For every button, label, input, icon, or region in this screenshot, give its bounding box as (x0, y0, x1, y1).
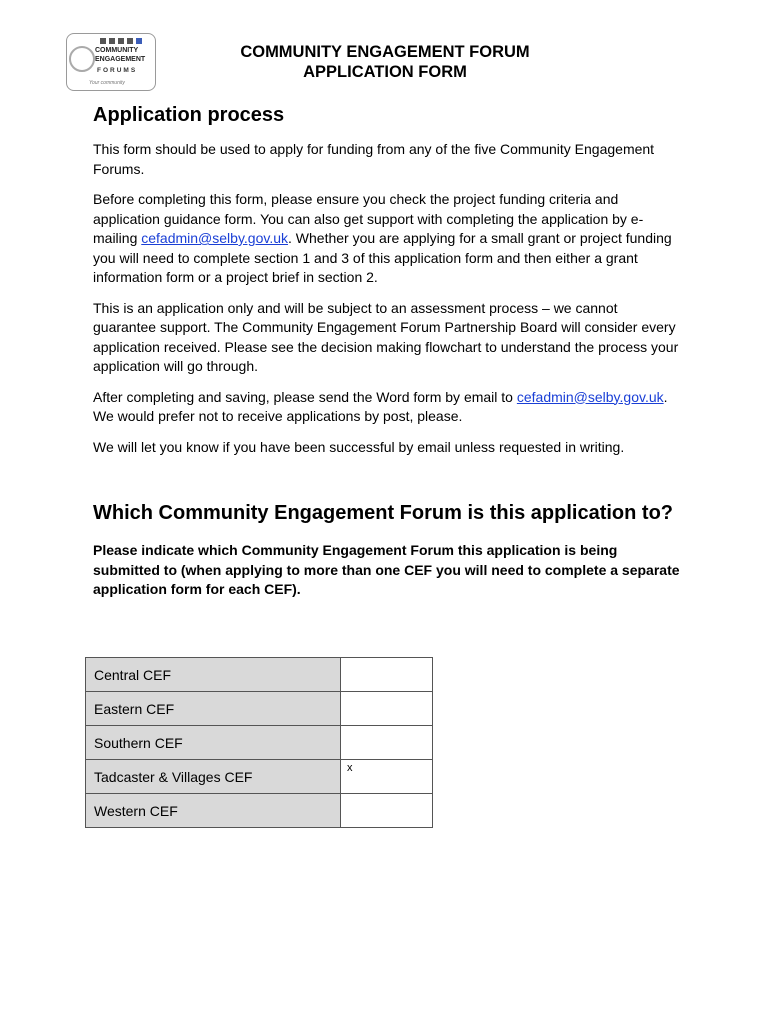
logo-text-line1: COMMUNITY (95, 47, 139, 54)
title-line-2: APPLICATION FORM (303, 62, 467, 81)
table-row (86, 658, 433, 692)
cef-selection-table (85, 657, 433, 828)
title-line-1: COMMUNITY ENGAGEMENT FORUM (240, 43, 530, 61)
intro-paragraph: This form should be used to apply for funding from any of the five Community Engagement Forums. (93, 141, 655, 177)
cef-name-cell: Central CEF (86, 658, 341, 692)
table-row (86, 726, 433, 760)
logo-squares-icon (100, 38, 142, 44)
table-row (86, 760, 433, 794)
section-heading-application-process: Application process (93, 104, 285, 126)
cef-selection-cell[interactable]: x (341, 760, 433, 794)
email-link-2[interactable]: cefadmin@selby.gov.uk (516, 388, 664, 405)
logo-text-line2: ENGAGEMENT (95, 56, 146, 63)
notification-paragraph: We will let you know if you have been successful by email unless requested in writing. (93, 438, 625, 455)
submission-text-before: After completing and saving, please send the Word form by email to (93, 388, 517, 405)
table-row (86, 794, 433, 828)
guidance-paragraph (93, 190, 683, 288)
guidance-text-before: Before completing this form, please ensure you check the project funding criteria and application guidance form. You can also get support with completing the application by e-mailing (93, 191, 644, 246)
cef-selection-cell[interactable] (341, 692, 433, 726)
document-title (190, 43, 580, 82)
cef-name-cell: Western CEF (86, 794, 341, 828)
cef-instruction: Please indicate which Community Engagement Forum this application is being submitted to (when applying to more than one CEF you will need to complete a separate application form for each CEF). (93, 542, 680, 597)
cef-name-cell: Eastern CEF (86, 692, 341, 726)
logo-emblem-icon (69, 46, 95, 72)
submission-text-after: . We would prefer not to receive applications by post, please. (93, 388, 668, 424)
assessment-paragraph: This is an application only and will be subject to an assessment process – we cannot guarantee support. The Community Engagement Forum Partnership Board will consider every application received. Please see the decision making flowchart to understand the process your application will go through. (93, 299, 679, 374)
submission-paragraph (93, 388, 683, 427)
cef-selection-cell[interactable] (341, 794, 433, 828)
document-body (93, 103, 683, 612)
cef-logo (66, 33, 156, 91)
cef-name-cell: Tadcaster & Villages CEF (86, 760, 341, 794)
cef-name-cell: Southern CEF (86, 726, 341, 760)
guidance-text-after: . Whether you are applying for a small grant or project funding you will need to complete section 1 and 3 of this application form and then either a grant information form or a project brief in section 2. (93, 230, 672, 285)
logo-tagline: Your community (89, 80, 125, 86)
section-heading-which-cef: Which Community Engagement Forum is this application to? (93, 502, 674, 524)
cef-selection-cell[interactable] (341, 658, 433, 692)
logo-text-line3: FORUMS (97, 67, 138, 74)
cef-selection-cell[interactable] (341, 726, 433, 760)
table-row (86, 692, 433, 726)
email-link[interactable]: cefadmin@selby.gov.uk (141, 230, 289, 246)
